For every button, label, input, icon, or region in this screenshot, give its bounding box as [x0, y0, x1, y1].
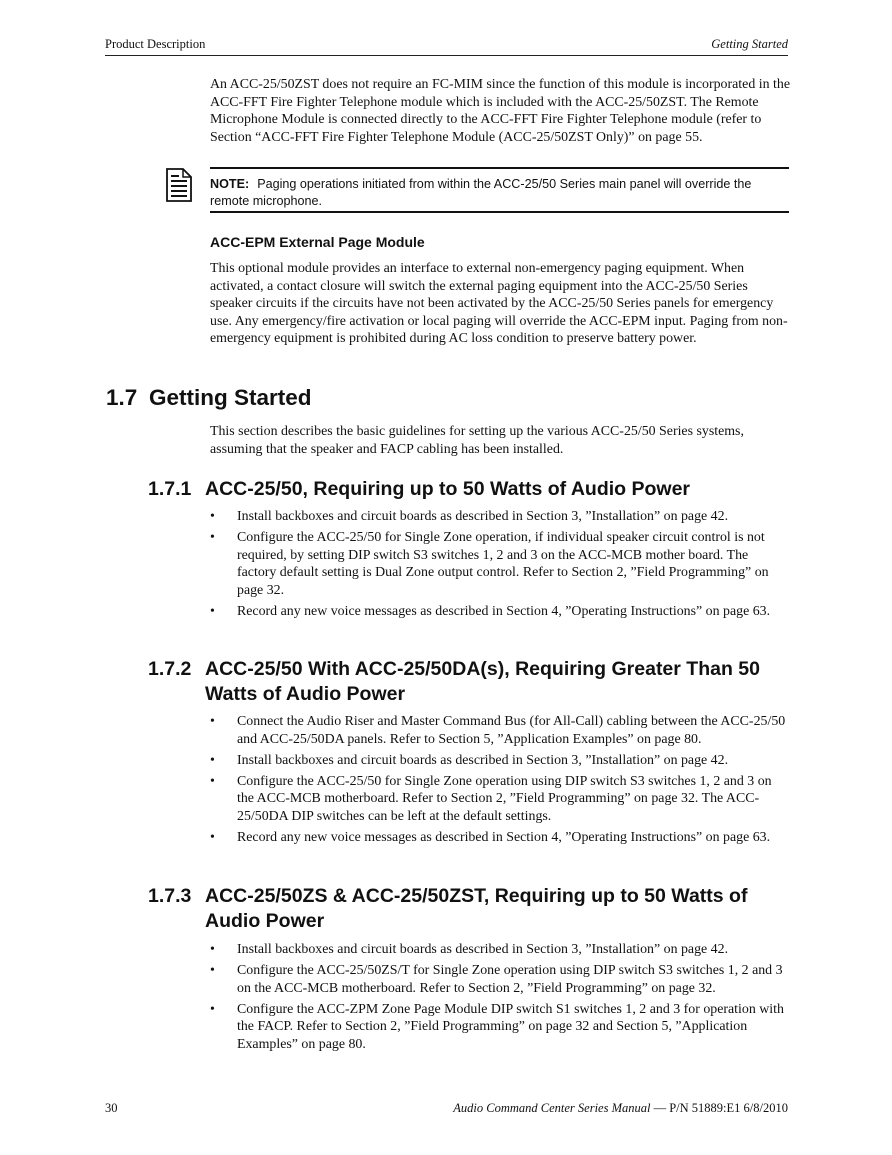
section-1-7-3-heading — [148, 884, 798, 934]
section-number: 1.7.2 — [148, 658, 192, 680]
list-item — [210, 752, 790, 770]
bullet-icon: • — [210, 530, 215, 546]
list-item-text: Connect the Audio Riser and Master Command Bus (for All-Call) cabling between the ACC-25/50 and ACC-25/50DA panels. Refer to Section 5, ”Application Examples” on page 80. — [237, 714, 786, 747]
list-item-text: Install backboxes and circuit boards as described in Section 3, ”Installation” on page 42. — [237, 942, 729, 957]
section-number: 1.7.1 — [148, 478, 192, 500]
list-item — [210, 941, 790, 959]
section-1-7-2-heading — [148, 657, 798, 707]
footer-manual-info — [453, 1101, 788, 1116]
note-document-icon — [166, 168, 192, 202]
section-1-7-1-heading — [148, 477, 798, 502]
section-1-7-paragraph: This section describes the basic guidelines for setting up the various ACC-25/50 Series systems, assuming that the speaker and FACP cabling has been installed. — [210, 424, 744, 457]
intro-paragraph: An ACC-25/50ZST does not require an FC-MIM since the function of this module is incorporated in the ACC-FFT Fire Fighter Telephone module which is included with the ACC-25/50ZST. The Remote Microphone Module is connected directly to the ACC-FFT Fire Fighter Telephone module (refer to Section “ACC-FFT Fire Fighter Telephone Module (ACC-25/50ZST Only)” on page 55. — [210, 77, 790, 145]
epm-heading: ACC-EPM External Page Module — [210, 234, 425, 250]
note-label: NOTE: — [210, 177, 250, 191]
list-item — [210, 829, 790, 847]
bullet-icon: • — [210, 830, 215, 846]
section-1-7-3-list — [210, 941, 790, 1057]
list-item-text: Configure the ACC-25/50 for Single Zone operation, if individual speaker circuit control is not required, by setting DIP switch S3 switches 1, 2 and 3 on the ACC-MCB mother board. The factory default setting is Dual Zone output control. Refer to Section 2, ”Field Programming” on page 32. — [237, 530, 769, 598]
bullet-icon: • — [210, 752, 215, 768]
part-info: — P/N 51889:E1 6/8/2010 — [650, 1101, 788, 1115]
section-title: ACC-25/50 With ACC-25/50DA(s), Requiring Greater Than 50 Watts of Audio Power — [205, 658, 760, 705]
note-box — [210, 167, 789, 213]
bullet-icon: • — [210, 603, 215, 619]
list-item-text: Record any new voice messages as described in Section 4, ”Operating Instructions” on page 63. — [237, 830, 771, 846]
section-title: Getting Started — [149, 385, 312, 410]
section-title: ACC-25/50, Requiring up to 50 Watts of Audio Power — [205, 478, 691, 500]
list-item — [210, 713, 790, 748]
list-item-text: Configure the ACC-ZPM Zone Page Module DIP switch S1 switches 1, 2 and 3 for operation with the FACP. Refer to Section 2, ”Field Programming” on page 32 and Section 5, ”Application Examples” on page 80. — [237, 1001, 784, 1052]
bullet-icon: • — [210, 1001, 215, 1017]
section-1-7-heading — [106, 385, 312, 411]
list-item-text: Install backboxes and circuit boards as described in Section 3, ”Installation” on page 42. — [237, 509, 729, 524]
bullet-icon: • — [210, 509, 215, 524]
bullet-icon: • — [210, 963, 215, 979]
list-item-text: Record any new voice messages as described in Section 4, ”Operating Instructions” on page 63. — [237, 603, 771, 619]
header-section-name: Product Description — [105, 37, 206, 51]
list-item-text: Install backboxes and circuit boards as described in Section 3, ”Installation” on page 42. — [237, 752, 729, 768]
section-number: 1.7.3 — [148, 885, 192, 907]
section-number: 1.7 — [106, 385, 138, 410]
header-chapter-name: Getting Started — [711, 37, 788, 51]
list-item — [210, 962, 790, 997]
manual-title: Audio Command Center Series Manual — [453, 1101, 651, 1115]
list-item-text: Configure the ACC-25/50 for Single Zone operation using DIP switch S3 switches 1, 2 and 3 on the ACC-MCB motherboard. Refer to Section 2, ”Field Programming” on page 32. The ACC-25/50DA DIP switches can be left at the default settings. — [237, 773, 772, 824]
bullet-icon: • — [210, 942, 215, 957]
list-item — [210, 529, 790, 599]
note-text: Paging operations initiated from within the ACC-25/50 Series main panel will override the remote microphone. — [210, 177, 752, 208]
section-1-7-1-list — [210, 508, 790, 624]
list-item — [210, 603, 790, 621]
list-item-text: Configure the ACC-25/50ZS/T for Single Zone operation using DIP switch S3 switches 1, 2 and 3 on the ACC-MCB motherboard. Refer to Section 2, ”Field Programming” on page 32. — [237, 963, 783, 996]
bullet-icon: • — [210, 773, 215, 789]
bullet-icon: • — [210, 714, 215, 729]
page-number: 30 — [105, 1101, 118, 1115]
section-1-7-2-list — [210, 713, 790, 850]
list-item — [210, 508, 790, 526]
list-item — [210, 1001, 790, 1054]
list-item — [210, 773, 790, 826]
page-header — [105, 36, 788, 56]
section-title: ACC-25/50ZS & ACC-25/50ZST, Requiring up to 50 Watts of Audio Power — [205, 885, 748, 932]
epm-paragraph: This optional module provides an interface to external non-emergency paging equipment. When activated, a contact closure will switch the external paging equipment into the ACC-25/50 Series speaker circuits if the circuits have not been activated by the ACC-25/50 Series panels for emergency use. Any emergency/fire activation or local paging will override the ACC-EPM input. Paging from non-emergency equipment is prohibited during AC loss condition to preserve battery power. — [210, 261, 788, 347]
